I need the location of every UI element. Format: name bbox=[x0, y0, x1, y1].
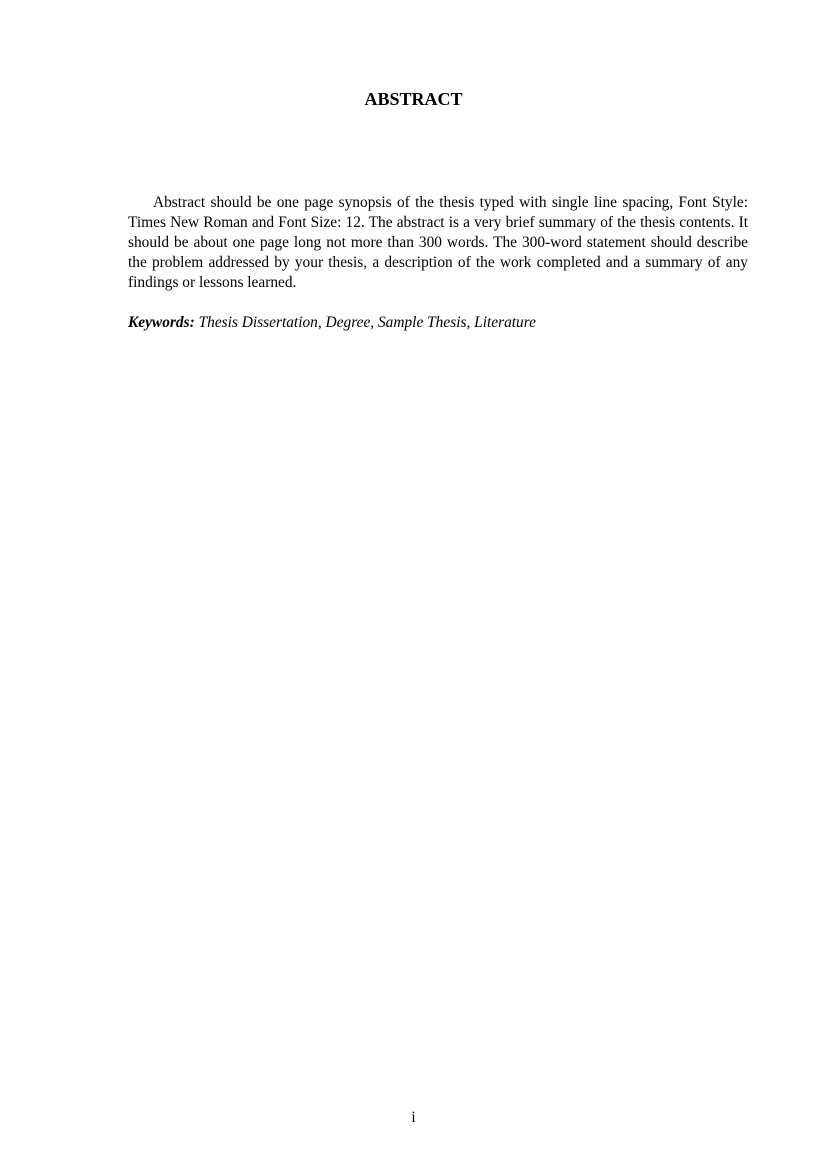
page-title: ABSTRACT bbox=[364, 89, 463, 109]
page-number: i bbox=[411, 1109, 416, 1126]
keywords-label: Keywords: bbox=[128, 314, 195, 331]
keywords-text: Thesis Dissertation, Degree, Sample Thesis, Literature bbox=[198, 314, 537, 331]
keywords-line bbox=[128, 313, 748, 333]
abstract-paragraph: Abstract should be one page synopsis of the thesis typed with single line spacing, Font Style: Times New Roman and Font Size: 12. The abstract is a very brief summary of the thesis contents. It should be about one page long not more than 300 words. The 300-word statement should describe the problem addressed by your thesis, a description of the work completed and a summary of any findings or lessons learned. bbox=[128, 194, 748, 291]
